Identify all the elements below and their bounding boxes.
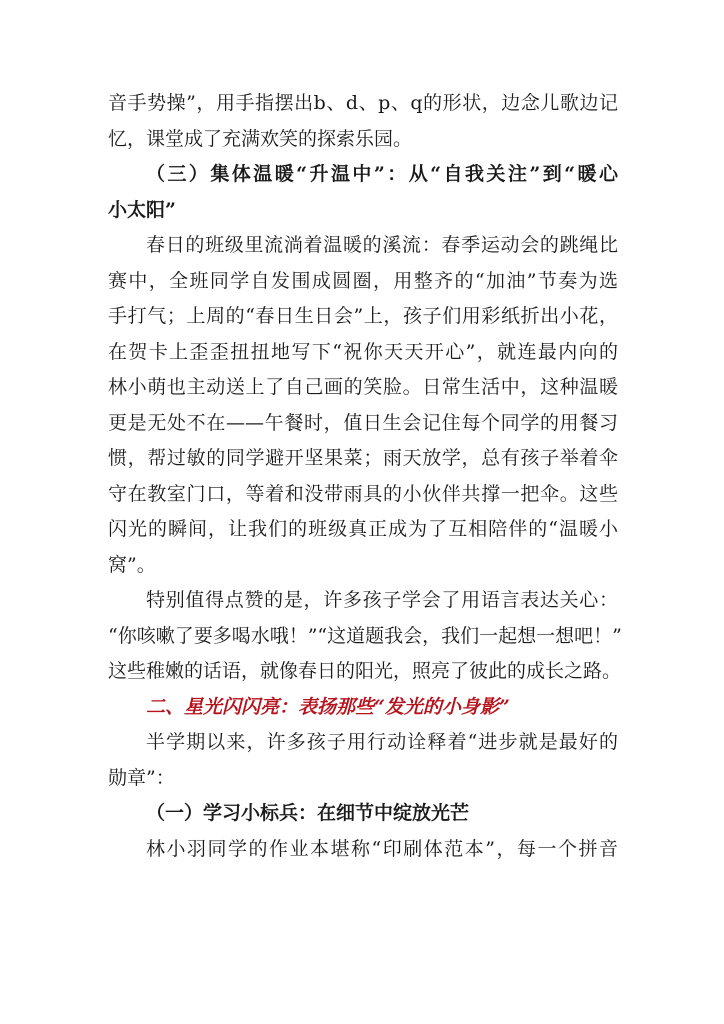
body-text-line: 惯，帮过敏的同学避开坚果菜；雨天放学，总有孩子举着伞 (108, 447, 618, 469)
body-text-line: 音手势操”，用手指摆出b、d、p、q的形状，边念儿歌边记 (108, 92, 618, 114)
section-heading: 二、星光闪闪亮：表扬那些“发光的小身影” (146, 695, 510, 718)
body-text-line: 林小萌也主动送上了自己画的笑脸。日常生活中，这种温暖 (108, 376, 618, 398)
section-subheading: （一）学习小标兵：在细节中绽放光芒 (146, 802, 470, 824)
body-text-line: 特别值得点赞的是，许多孩子学会了用语言表达关心： (146, 589, 618, 611)
body-text-line: 在贺卡上歪歪扭扭地写下“祝你天天开心”，就连最内向的 (108, 340, 618, 363)
body-text-line: 这些稚嫩的话语，就像春日的阳光，照亮了彼此的成长之路。 (108, 660, 622, 682)
body-text-line: 春日的班级里流淌着温暖的溪流：春季运动会的跳绳比 (146, 234, 618, 256)
body-text-line: 林小羽同学的作业本堪称“印刷体范本”，每一个拼音 (146, 837, 618, 860)
body-text-line: 窝”。 (108, 553, 156, 576)
body-text-line: 手打气；上周的“春日生日会”上，孩子们用彩纸折出小花， (108, 305, 618, 327)
section-subheading: 小太阳” (108, 198, 176, 221)
body-text-line: 勋章”： (108, 766, 175, 789)
body-text-line: 更是无处不在——午餐时，值日生会记住每个同学的用餐习 (108, 411, 618, 434)
body-text-line: 赛中，全班同学自发围成圆圈，用整齐的“加油”节奏为选 (108, 269, 618, 292)
body-text-line: 闪光的瞬间，让我们的班级真正成为了互相陪伴的“温暖小 (108, 518, 618, 540)
section-subheading: （三）集体温暖“升温中”：从“自我关注”到“暖心 (146, 163, 618, 185)
body-text-line: 半学期以来，许多孩子用行动诠释着“进步就是最好的 (146, 731, 618, 753)
body-text-line: 忆，课堂成了充满欢笑的探索乐园。 (108, 127, 413, 150)
body-text-line: 守在教室门口，等着和没带雨具的小伙伴共撑一把伞。这些 (108, 482, 618, 505)
body-text-line: “你咳嗽了要多喝水哦！”“这道题我会，我们一起想一想吧！” (108, 624, 622, 647)
document-body (108, 86, 622, 867)
